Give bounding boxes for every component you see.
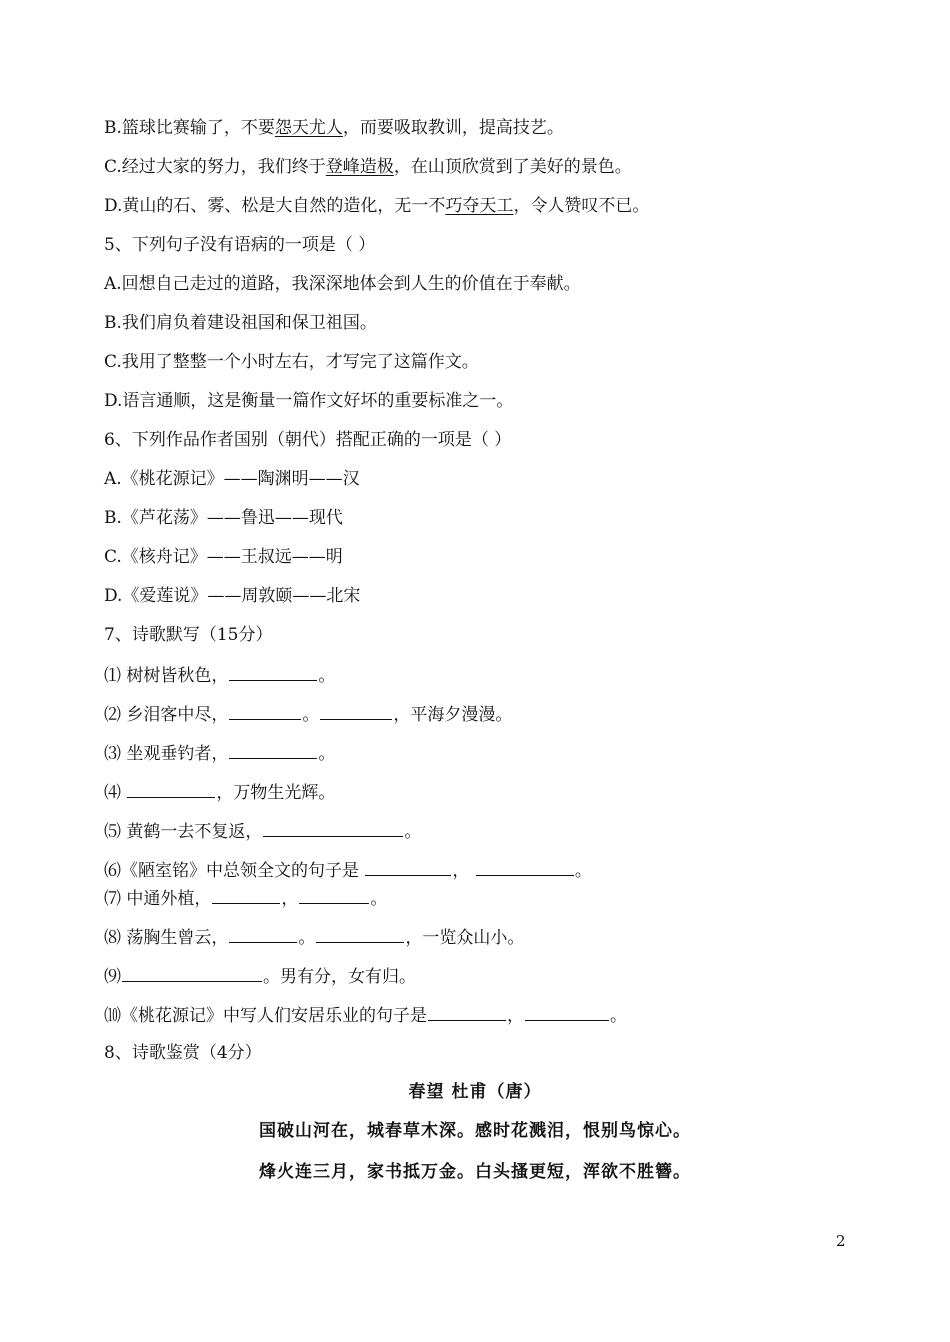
answer-blank[interactable] bbox=[229, 924, 297, 943]
q4-c-post: ，在山顶欣赏到了美好的景色。 bbox=[393, 157, 632, 177]
q6-option-a: A.《桃花源记》——陶渊明——汉 bbox=[104, 469, 360, 489]
q7-1-text: ⑴ 树树皆秋色， bbox=[104, 666, 229, 686]
q5-stem: 5、下列句子没有语病的一项是（ ） bbox=[104, 235, 376, 255]
q7-item-3 bbox=[104, 740, 335, 766]
q7-10-mid: ， bbox=[507, 1006, 524, 1026]
answer-blank[interactable] bbox=[263, 818, 403, 837]
answer-blank[interactable] bbox=[525, 1002, 609, 1021]
q7-6-mid: ， bbox=[452, 861, 475, 881]
q7-2-mid: 。 bbox=[302, 705, 320, 725]
q6-option-b: B.《芦花荡》——鲁迅——现代 bbox=[104, 508, 343, 528]
answer-blank[interactable] bbox=[299, 885, 369, 904]
answer-blank[interactable] bbox=[127, 779, 215, 798]
q4-c-pre: C.经过大家的努力，我们终于 bbox=[104, 157, 326, 177]
answer-blank[interactable] bbox=[316, 924, 404, 943]
page-number: 2 bbox=[836, 1232, 846, 1250]
poem-line-1: 国破山河在，城春草木深。感时花溅泪，恨别鸟惊心。 bbox=[259, 1121, 691, 1141]
q7-item-1 bbox=[104, 662, 335, 688]
answer-blank[interactable] bbox=[229, 740, 317, 759]
q7-9-end: 。男有分，女有归。 bbox=[263, 967, 416, 987]
q6-stem: 6、下列作品作者国别（朝代）搭配正确的一项是（ ） bbox=[104, 430, 512, 450]
q7-7-mid: ， bbox=[281, 889, 299, 909]
q6-option-d: D.《爱莲说》——周敦颐——北宋 bbox=[104, 586, 361, 606]
q7-stem: 7、诗歌默写（15分） bbox=[104, 625, 273, 645]
answer-blank[interactable] bbox=[229, 701, 301, 720]
answer-blank[interactable] bbox=[122, 963, 262, 982]
q4-d-idiom: 巧夺天工 bbox=[445, 196, 514, 216]
q6-option-c: C.《核舟记》——王叔远——明 bbox=[104, 547, 343, 567]
q5-option-a: A.回想自己走过的道路，我深深地体会到人生的价值在于奉献。 bbox=[104, 274, 581, 294]
answer-blank[interactable] bbox=[212, 885, 280, 904]
q7-9-text: ⑼ bbox=[104, 967, 121, 987]
q7-7-text: ⑺ 中通外植， bbox=[104, 889, 212, 909]
q7-4-text: ⑷ bbox=[104, 783, 127, 803]
q7-1-end: 。 bbox=[318, 666, 336, 686]
answer-blank[interactable] bbox=[365, 857, 451, 876]
answer-blank[interactable] bbox=[229, 662, 317, 681]
q7-3-text: ⑶ 坐观垂钓者， bbox=[104, 744, 229, 764]
q7-6-end: 。 bbox=[574, 861, 592, 881]
q4-d-pre: D.黄山的石、雾、松是大自然的造化，无一不 bbox=[104, 196, 446, 216]
q7-7-end: 。 bbox=[370, 889, 388, 909]
q7-8-text: ⑻ 荡胸生曾云， bbox=[104, 928, 229, 948]
q5-option-d: D.语言通顺，这是衡量一篇作文好坏的重要标准之一。 bbox=[104, 391, 514, 411]
q4-b-post: ，而要吸取教训，提高技艺。 bbox=[342, 118, 564, 138]
q4-d-post: ，令人赞叹不已。 bbox=[513, 196, 650, 216]
q7-8-mid: 。 bbox=[298, 928, 316, 948]
q7-8-end: ，一览众山小。 bbox=[405, 928, 525, 948]
poem-line-2: 烽火连三月，家书抵万金。白头搔更短，浑欲不胜簪。 bbox=[259, 1162, 691, 1182]
q7-2-end: ，平海夕漫漫。 bbox=[393, 705, 513, 725]
q7-item-6 bbox=[104, 857, 592, 883]
q7-5-end: 。 bbox=[404, 822, 422, 842]
q7-6-text: ⑹《陋室铭》中总领全文的句子是 bbox=[104, 861, 365, 881]
q4-b-pre: B.篮球比赛输了，不要 bbox=[104, 118, 275, 138]
q7-item-4 bbox=[104, 779, 335, 805]
q4-option-b bbox=[104, 116, 564, 140]
q7-item-10 bbox=[104, 1002, 627, 1028]
q7-item-9 bbox=[104, 963, 416, 989]
q7-4-end: ，万物生光辉。 bbox=[216, 783, 336, 803]
q4-option-d bbox=[104, 194, 649, 218]
q4-option-c bbox=[104, 155, 632, 179]
answer-blank[interactable] bbox=[320, 701, 392, 720]
q5-option-b: B.我们肩负着建设祖国和保卫祖国。 bbox=[104, 313, 377, 333]
answer-blank[interactable] bbox=[476, 857, 574, 876]
q7-5-text: ⑸ 黄鹤一去不复返， bbox=[104, 822, 263, 842]
answer-blank[interactable] bbox=[428, 1002, 506, 1021]
q7-10-text: ⑽《桃花源记》中写人们安居乐业的句子是 bbox=[104, 1006, 427, 1026]
q7-item-2 bbox=[104, 701, 512, 727]
q5-option-c: C.我用了整整一个小时左右，才写完了这篇作文。 bbox=[104, 352, 479, 372]
q8-stem: 8、诗歌鉴赏（4分） bbox=[104, 1043, 262, 1063]
q7-3-end: 。 bbox=[318, 744, 336, 764]
q7-item-7 bbox=[104, 885, 387, 911]
q7-item-8 bbox=[104, 924, 524, 950]
q7-10-end: 。 bbox=[610, 1006, 627, 1026]
q4-c-idiom: 登峰造极 bbox=[325, 157, 394, 177]
poem-title: 春望 杜甫（唐） bbox=[408, 1082, 542, 1102]
q4-b-idiom: 怨天尤人 bbox=[274, 118, 343, 138]
q7-item-5 bbox=[104, 818, 421, 844]
q7-2-text: ⑵ 乡泪客中尽， bbox=[104, 705, 229, 725]
